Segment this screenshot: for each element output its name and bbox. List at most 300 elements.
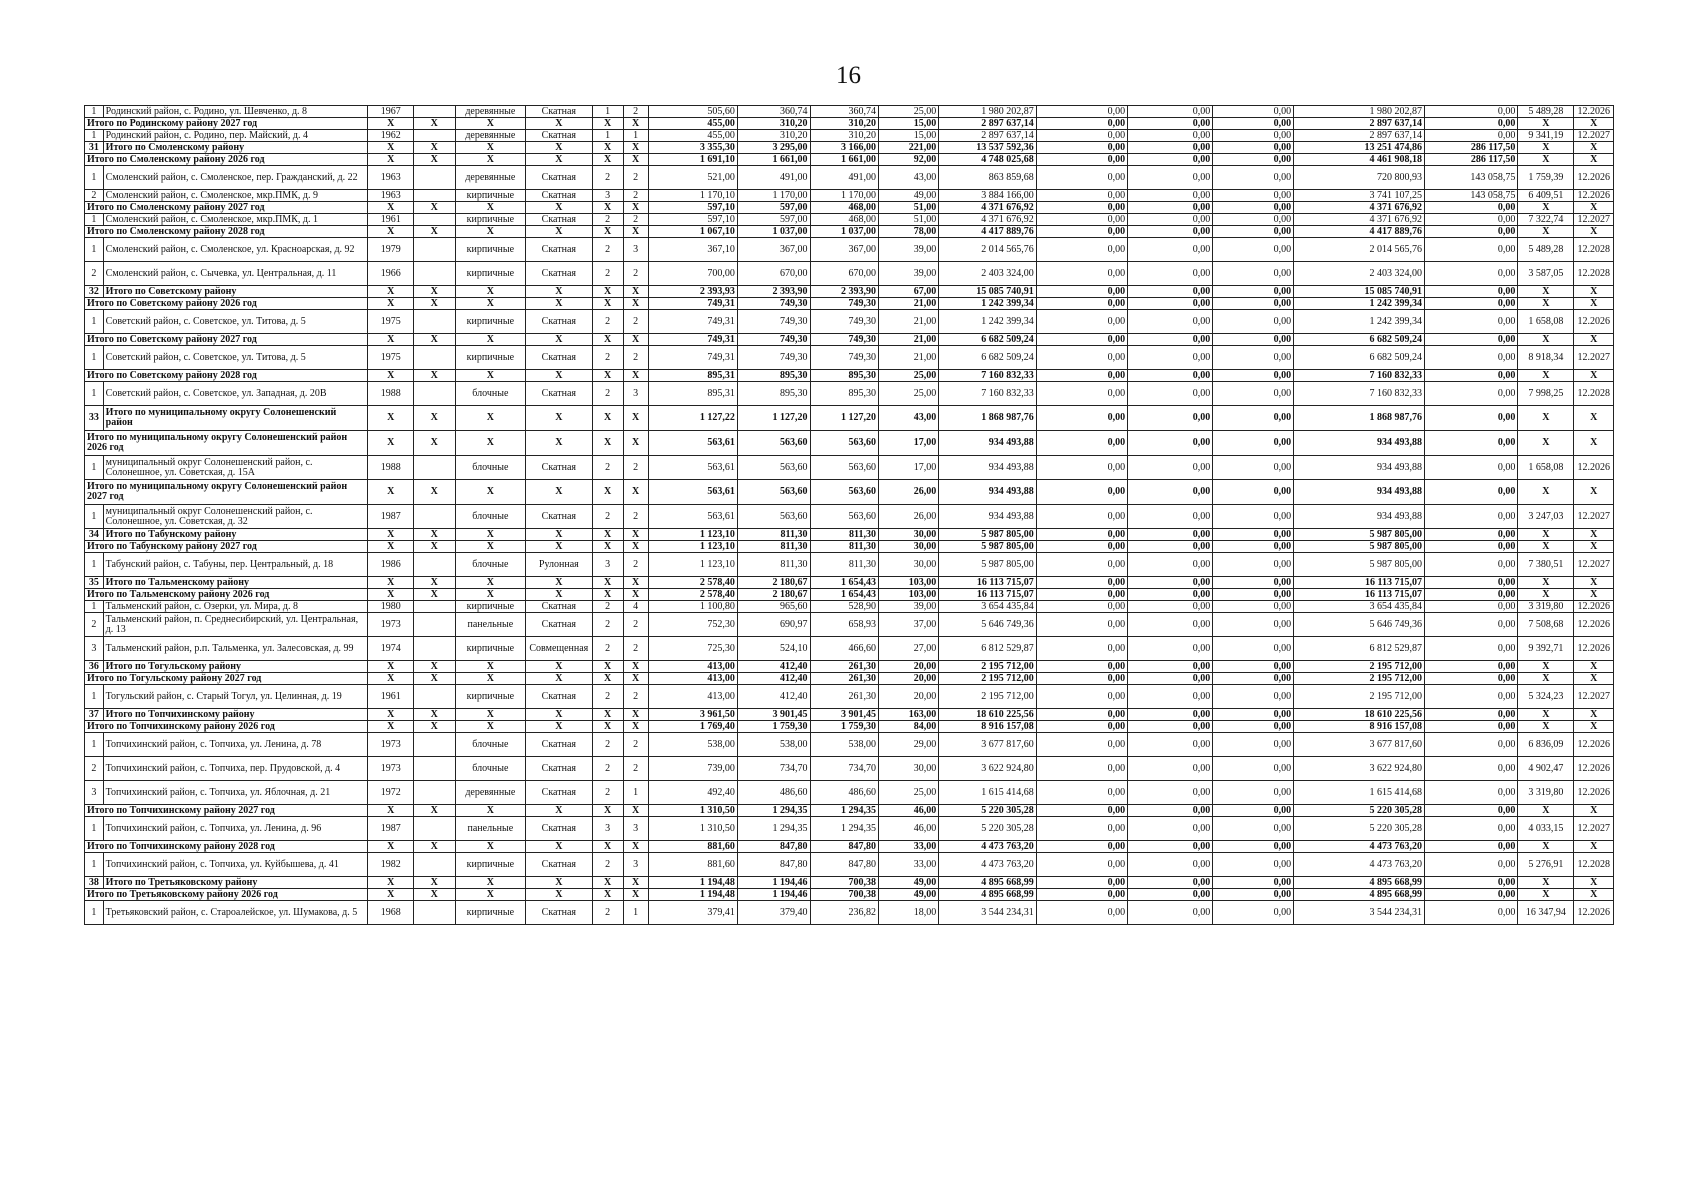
value-cell-4: X (526, 370, 592, 382)
value-cell-17: X (1518, 154, 1574, 166)
value-cell-8: 367,00 (737, 238, 810, 262)
value-cell-1: 1988 (368, 456, 414, 480)
value-cell-9: 847,80 (810, 841, 879, 853)
value-cell-15: 16 113 715,07 (1294, 577, 1425, 589)
value-cell-6: X (623, 673, 648, 685)
value-cell-9: 261,30 (810, 673, 879, 685)
value-cell-9: 468,00 (810, 202, 879, 214)
value-cell-2 (414, 781, 456, 805)
row-number-cell: 2 (85, 190, 104, 202)
value-cell-7: 2 578,40 (648, 577, 737, 589)
row-number-cell: 1 (85, 456, 104, 480)
value-cell-15: 934 493,88 (1294, 456, 1425, 480)
value-cell-13: 0,00 (1128, 757, 1213, 781)
value-cell-3: X (455, 877, 526, 889)
value-cell-5: X (592, 154, 623, 166)
value-cell-2: X (414, 286, 456, 298)
value-cell-18: 12.2028 (1574, 262, 1614, 286)
value-cell-9: 3 901,45 (810, 709, 879, 721)
value-cell-15: 6 682 509,24 (1294, 346, 1425, 370)
value-cell-17: 5 276,91 (1518, 853, 1574, 877)
value-cell-3: X (455, 577, 526, 589)
value-cell-1: X (368, 805, 414, 817)
value-cell-14: 0,00 (1213, 817, 1294, 841)
value-cell-3: деревянные (455, 106, 526, 118)
value-cell-11: 8 916 157,08 (939, 721, 1037, 733)
value-cell-10: 103,00 (879, 577, 939, 589)
value-cell-6: 4 (623, 601, 648, 613)
value-cell-10: 29,00 (879, 733, 939, 757)
value-cell-15: 18 610 225,56 (1294, 709, 1425, 721)
value-cell-6: X (623, 877, 648, 889)
value-cell-11: 4 748 025,68 (939, 154, 1037, 166)
address-cell: Топчихинский район, с. Топчиха, ул. Куйбышева, д. 41 (103, 853, 368, 877)
value-cell-13: 0,00 (1128, 709, 1213, 721)
value-cell-15: 4 371 676,92 (1294, 214, 1425, 226)
value-cell-14: 0,00 (1213, 781, 1294, 805)
value-cell-10: 30,00 (879, 757, 939, 781)
value-cell-4: X (526, 298, 592, 310)
total-row (85, 673, 1614, 685)
value-cell-17: 1 658,08 (1518, 456, 1574, 480)
value-cell-18: 12.2026 (1574, 310, 1614, 334)
value-cell-3: X (455, 286, 526, 298)
value-cell-12: 0,00 (1036, 553, 1127, 577)
value-cell-11: 16 113 715,07 (939, 589, 1037, 601)
value-cell-8: 1 170,00 (737, 190, 810, 202)
row-number-cell: 1 (85, 733, 104, 757)
value-cell-18: X (1574, 334, 1614, 346)
value-cell-7: 752,30 (648, 613, 737, 637)
value-cell-10: 25,00 (879, 382, 939, 406)
value-cell-10: 67,00 (879, 286, 939, 298)
value-cell-12: 0,00 (1036, 298, 1127, 310)
value-cell-2: X (414, 877, 456, 889)
value-cell-2 (414, 310, 456, 334)
value-cell-16: 0,00 (1424, 346, 1517, 370)
value-cell-10: 33,00 (879, 841, 939, 853)
value-cell-6: X (623, 661, 648, 673)
value-cell-4: Скатная (526, 613, 592, 637)
value-cell-16: 0,00 (1424, 805, 1517, 817)
value-cell-15: 2 195 712,00 (1294, 661, 1425, 673)
value-cell-7: 563,61 (648, 431, 737, 456)
value-cell-18: X (1574, 877, 1614, 889)
value-cell-14: 0,00 (1213, 901, 1294, 925)
value-cell-8: 310,20 (737, 130, 810, 142)
value-cell-1: X (368, 529, 414, 541)
value-cell-12: 0,00 (1036, 118, 1127, 130)
value-cell-17: 3 247,03 (1518, 505, 1574, 529)
value-cell-16: 0,00 (1424, 901, 1517, 925)
value-cell-2: X (414, 661, 456, 673)
value-cell-17: X (1518, 709, 1574, 721)
value-cell-17: X (1518, 286, 1574, 298)
value-cell-15: 1 980 202,87 (1294, 106, 1425, 118)
value-cell-15: 3 622 924,80 (1294, 757, 1425, 781)
address-cell: Тогульский район, с. Старый Тогул, ул. Целинная, д. 19 (103, 685, 368, 709)
value-cell-16: 0,00 (1424, 853, 1517, 877)
value-cell-7: 700,00 (648, 262, 737, 286)
total-label-cell: Итого по Третьяковскому району (103, 877, 368, 889)
value-cell-16: 0,00 (1424, 841, 1517, 853)
value-cell-18: X (1574, 480, 1614, 505)
value-cell-2 (414, 106, 456, 118)
value-cell-9: 670,00 (810, 262, 879, 286)
table-row (85, 238, 1614, 262)
value-cell-11: 16 113 715,07 (939, 577, 1037, 589)
value-cell-16: 143 058,75 (1424, 166, 1517, 190)
value-cell-14: 0,00 (1213, 238, 1294, 262)
value-cell-9: 700,38 (810, 889, 879, 901)
value-cell-2: X (414, 589, 456, 601)
value-cell-5: X (592, 142, 623, 154)
value-cell-14: 0,00 (1213, 142, 1294, 154)
value-cell-7: 455,00 (648, 130, 737, 142)
value-cell-6: 2 (623, 505, 648, 529)
value-cell-11: 3 884 166,00 (939, 190, 1037, 202)
value-cell-12: 0,00 (1036, 805, 1127, 817)
value-cell-11: 2 897 637,14 (939, 130, 1037, 142)
value-cell-2 (414, 853, 456, 877)
value-cell-14: 0,00 (1213, 262, 1294, 286)
value-cell-9: 1 127,20 (810, 406, 879, 431)
value-cell-10: 25,00 (879, 781, 939, 805)
value-cell-3: деревянные (455, 130, 526, 142)
value-cell-9: 563,60 (810, 480, 879, 505)
value-cell-17: X (1518, 841, 1574, 853)
value-cell-13: 0,00 (1128, 781, 1213, 805)
value-cell-17: 5 324,23 (1518, 685, 1574, 709)
value-cell-8: 310,20 (737, 118, 810, 130)
total-label-cell: Итого по Тальменскому району (103, 577, 368, 589)
value-cell-7: 505,60 (648, 106, 737, 118)
value-cell-14: 0,00 (1213, 841, 1294, 853)
value-cell-14: 0,00 (1213, 553, 1294, 577)
value-cell-12: 0,00 (1036, 406, 1127, 431)
value-cell-8: 597,00 (737, 202, 810, 214)
value-cell-3: X (455, 661, 526, 673)
table-row (85, 166, 1614, 190)
total-row (85, 889, 1614, 901)
value-cell-16: 0,00 (1424, 370, 1517, 382)
value-cell-18: X (1574, 154, 1614, 166)
value-cell-18: 12.2026 (1574, 190, 1614, 202)
address-cell: Смоленский район, с. Смоленское, ул. Красноарская, д. 92 (103, 238, 368, 262)
value-cell-7: 749,31 (648, 334, 737, 346)
value-cell-6: X (623, 541, 648, 553)
value-cell-5: X (592, 805, 623, 817)
value-cell-18: 12.2026 (1574, 106, 1614, 118)
value-cell-18: 12.2026 (1574, 166, 1614, 190)
value-cell-17: 7 322,74 (1518, 214, 1574, 226)
value-cell-6: X (623, 431, 648, 456)
value-cell-12: 0,00 (1036, 431, 1127, 456)
value-cell-3: кирпичные (455, 310, 526, 334)
value-cell-17: X (1518, 877, 1574, 889)
value-cell-14: 0,00 (1213, 685, 1294, 709)
value-cell-6: X (623, 334, 648, 346)
value-cell-12: 0,00 (1036, 480, 1127, 505)
value-cell-15: 6 812 529,87 (1294, 637, 1425, 661)
value-cell-14: 0,00 (1213, 757, 1294, 781)
value-cell-8: 1 661,00 (737, 154, 810, 166)
value-cell-4: Скатная (526, 214, 592, 226)
value-cell-3: блочные (455, 553, 526, 577)
value-cell-1: 1962 (368, 130, 414, 142)
value-cell-18: X (1574, 673, 1614, 685)
value-cell-5: X (592, 541, 623, 553)
value-cell-6: 1 (623, 130, 648, 142)
value-cell-16: 0,00 (1424, 382, 1517, 406)
value-cell-2: X (414, 118, 456, 130)
value-cell-2: X (414, 154, 456, 166)
value-cell-18: X (1574, 805, 1614, 817)
total-label-cell: Итого по муниципальному округу Солонешенский район (103, 406, 368, 431)
value-cell-16: 0,00 (1424, 298, 1517, 310)
value-cell-11: 6 682 509,24 (939, 334, 1037, 346)
value-cell-2: X (414, 889, 456, 901)
value-cell-12: 0,00 (1036, 346, 1127, 370)
value-cell-4: X (526, 406, 592, 431)
value-cell-14: 0,00 (1213, 877, 1294, 889)
value-cell-2 (414, 685, 456, 709)
value-cell-6: X (623, 202, 648, 214)
total-row (85, 286, 1614, 298)
value-cell-3: блочные (455, 456, 526, 480)
value-cell-13: 0,00 (1128, 202, 1213, 214)
value-cell-7: 1 194,48 (648, 889, 737, 901)
page-number: 16 (836, 62, 861, 89)
value-cell-7: 1 310,50 (648, 817, 737, 841)
value-cell-9: 360,74 (810, 106, 879, 118)
value-cell-7: 1 100,80 (648, 601, 737, 613)
value-cell-14: 0,00 (1213, 214, 1294, 226)
value-cell-12: 0,00 (1036, 154, 1127, 166)
value-cell-17: 5 489,28 (1518, 238, 1574, 262)
value-cell-6: X (623, 142, 648, 154)
row-number-cell: 33 (85, 406, 104, 431)
value-cell-13: 0,00 (1128, 841, 1213, 853)
value-cell-5: 2 (592, 781, 623, 805)
value-cell-14: 0,00 (1213, 431, 1294, 456)
value-cell-6: X (623, 577, 648, 589)
value-cell-2: X (414, 370, 456, 382)
row-number-cell: 2 (85, 262, 104, 286)
value-cell-5: X (592, 286, 623, 298)
value-cell-1: X (368, 154, 414, 166)
value-cell-2: X (414, 529, 456, 541)
value-cell-4: X (526, 154, 592, 166)
value-cell-18: 12.2027 (1574, 505, 1614, 529)
value-cell-10: 27,00 (879, 637, 939, 661)
value-cell-5: X (592, 226, 623, 238)
value-cell-14: 0,00 (1213, 118, 1294, 130)
value-cell-13: 0,00 (1128, 346, 1213, 370)
value-cell-17: 6 836,09 (1518, 733, 1574, 757)
value-cell-15: 7 160 832,33 (1294, 370, 1425, 382)
value-cell-9: 2 393,90 (810, 286, 879, 298)
value-cell-18: X (1574, 202, 1614, 214)
value-cell-1: X (368, 334, 414, 346)
value-cell-9: 310,20 (810, 118, 879, 130)
value-cell-1: 1975 (368, 310, 414, 334)
value-cell-10: 49,00 (879, 889, 939, 901)
value-cell-11: 4 473 763,20 (939, 841, 1037, 853)
value-cell-8: 597,00 (737, 214, 810, 226)
value-cell-7: 881,60 (648, 853, 737, 877)
value-cell-13: 0,00 (1128, 480, 1213, 505)
value-cell-9: 538,00 (810, 733, 879, 757)
value-cell-18: X (1574, 889, 1614, 901)
table-row (85, 130, 1614, 142)
total-label-cell: Итого по Табунскому району (103, 529, 368, 541)
value-cell-5: 2 (592, 310, 623, 334)
table-row (85, 106, 1614, 118)
total-row (85, 577, 1614, 589)
value-cell-11: 1 868 987,76 (939, 406, 1037, 431)
value-cell-9: 563,60 (810, 431, 879, 456)
value-cell-5: X (592, 202, 623, 214)
value-cell-5: 2 (592, 166, 623, 190)
value-cell-13: 0,00 (1128, 637, 1213, 661)
value-cell-9: 1 170,00 (810, 190, 879, 202)
value-cell-7: 367,10 (648, 238, 737, 262)
value-cell-14: 0,00 (1213, 889, 1294, 901)
value-cell-16: 0,00 (1424, 226, 1517, 238)
value-cell-12: 0,00 (1036, 901, 1127, 925)
value-cell-6: 2 (623, 310, 648, 334)
value-cell-1: 1961 (368, 214, 414, 226)
value-cell-11: 6 812 529,87 (939, 637, 1037, 661)
table-row (85, 505, 1614, 529)
value-cell-17: 7 998,25 (1518, 382, 1574, 406)
value-cell-17: 6 409,51 (1518, 190, 1574, 202)
value-cell-4: Скатная (526, 817, 592, 841)
value-cell-11: 5 220 305,28 (939, 817, 1037, 841)
value-cell-6: 2 (623, 733, 648, 757)
value-cell-14: 0,00 (1213, 382, 1294, 406)
value-cell-2 (414, 456, 456, 480)
address-cell: Третьяковский район, с. Староалейское, ул. Шумакова, д. 5 (103, 901, 368, 925)
value-cell-10: 30,00 (879, 541, 939, 553)
value-cell-9: 811,30 (810, 529, 879, 541)
value-cell-4: X (526, 202, 592, 214)
value-cell-18: X (1574, 431, 1614, 456)
value-cell-3: X (455, 841, 526, 853)
value-cell-13: 0,00 (1128, 214, 1213, 226)
value-cell-12: 0,00 (1036, 541, 1127, 553)
value-cell-18: X (1574, 142, 1614, 154)
row-number-cell: 1 (85, 238, 104, 262)
value-cell-15: 2 897 637,14 (1294, 118, 1425, 130)
value-cell-2 (414, 214, 456, 226)
value-cell-16: 0,00 (1424, 817, 1517, 841)
value-cell-16: 0,00 (1424, 661, 1517, 673)
value-cell-15: 1 242 399,34 (1294, 298, 1425, 310)
value-cell-11: 1 242 399,34 (939, 310, 1037, 334)
value-cell-4: Скатная (526, 166, 592, 190)
value-cell-12: 0,00 (1036, 577, 1127, 589)
value-cell-2 (414, 817, 456, 841)
value-cell-5: X (592, 577, 623, 589)
value-cell-15: 8 916 157,08 (1294, 721, 1425, 733)
value-cell-5: 2 (592, 262, 623, 286)
value-cell-8: 749,30 (737, 346, 810, 370)
address-cell: Смоленский район, с. Смоленское, мкр.ПМК, д. 1 (103, 214, 368, 226)
value-cell-2 (414, 262, 456, 286)
value-cell-13: 0,00 (1128, 577, 1213, 589)
value-cell-14: 0,00 (1213, 154, 1294, 166)
value-cell-13: 0,00 (1128, 154, 1213, 166)
value-cell-10: 25,00 (879, 106, 939, 118)
value-cell-9: 734,70 (810, 757, 879, 781)
value-cell-7: 739,00 (648, 757, 737, 781)
value-cell-6: 1 (623, 901, 648, 925)
value-cell-10: 21,00 (879, 334, 939, 346)
value-cell-3: X (455, 480, 526, 505)
row-number-cell: 38 (85, 877, 104, 889)
value-cell-8: 1 194,46 (737, 889, 810, 901)
value-cell-18: 12.2026 (1574, 733, 1614, 757)
value-cell-4: X (526, 805, 592, 817)
value-cell-14: 0,00 (1213, 106, 1294, 118)
value-cell-6: 2 (623, 613, 648, 637)
value-cell-10: 39,00 (879, 601, 939, 613)
value-cell-7: 1 123,10 (648, 529, 737, 541)
value-cell-17: X (1518, 673, 1574, 685)
value-cell-8: 2 393,90 (737, 286, 810, 298)
value-cell-1: 1980 (368, 601, 414, 613)
value-cell-17: X (1518, 661, 1574, 673)
value-cell-15: 7 160 832,33 (1294, 382, 1425, 406)
value-cell-3: X (455, 889, 526, 901)
value-cell-5: X (592, 673, 623, 685)
total-label-cell: Итого по Тальменскому району 2026 год (85, 589, 368, 601)
value-cell-12: 0,00 (1036, 853, 1127, 877)
value-cell-13: 0,00 (1128, 130, 1213, 142)
value-cell-5: 2 (592, 757, 623, 781)
value-cell-17: X (1518, 889, 1574, 901)
value-cell-1: 1966 (368, 262, 414, 286)
value-cell-6: X (623, 286, 648, 298)
value-cell-16: 286 117,50 (1424, 154, 1517, 166)
value-cell-8: 491,00 (737, 166, 810, 190)
value-cell-10: 46,00 (879, 817, 939, 841)
value-cell-13: 0,00 (1128, 382, 1213, 406)
value-cell-12: 0,00 (1036, 202, 1127, 214)
value-cell-7: 749,31 (648, 298, 737, 310)
value-cell-4: X (526, 721, 592, 733)
value-cell-12: 0,00 (1036, 721, 1127, 733)
value-cell-4: X (526, 529, 592, 541)
value-cell-2: X (414, 541, 456, 553)
value-cell-15: 3 741 107,25 (1294, 190, 1425, 202)
row-number-cell: 1 (85, 214, 104, 226)
value-cell-1: X (368, 721, 414, 733)
value-cell-11: 934 493,88 (939, 456, 1037, 480)
value-cell-17: X (1518, 541, 1574, 553)
table-row (85, 601, 1614, 613)
value-cell-1: 1975 (368, 346, 414, 370)
value-cell-17: X (1518, 334, 1574, 346)
table-row (85, 346, 1614, 370)
value-cell-1: X (368, 889, 414, 901)
value-cell-16: 0,00 (1424, 733, 1517, 757)
total-row (85, 529, 1614, 541)
value-cell-15: 4 461 908,18 (1294, 154, 1425, 166)
value-cell-6: 2 (623, 346, 648, 370)
